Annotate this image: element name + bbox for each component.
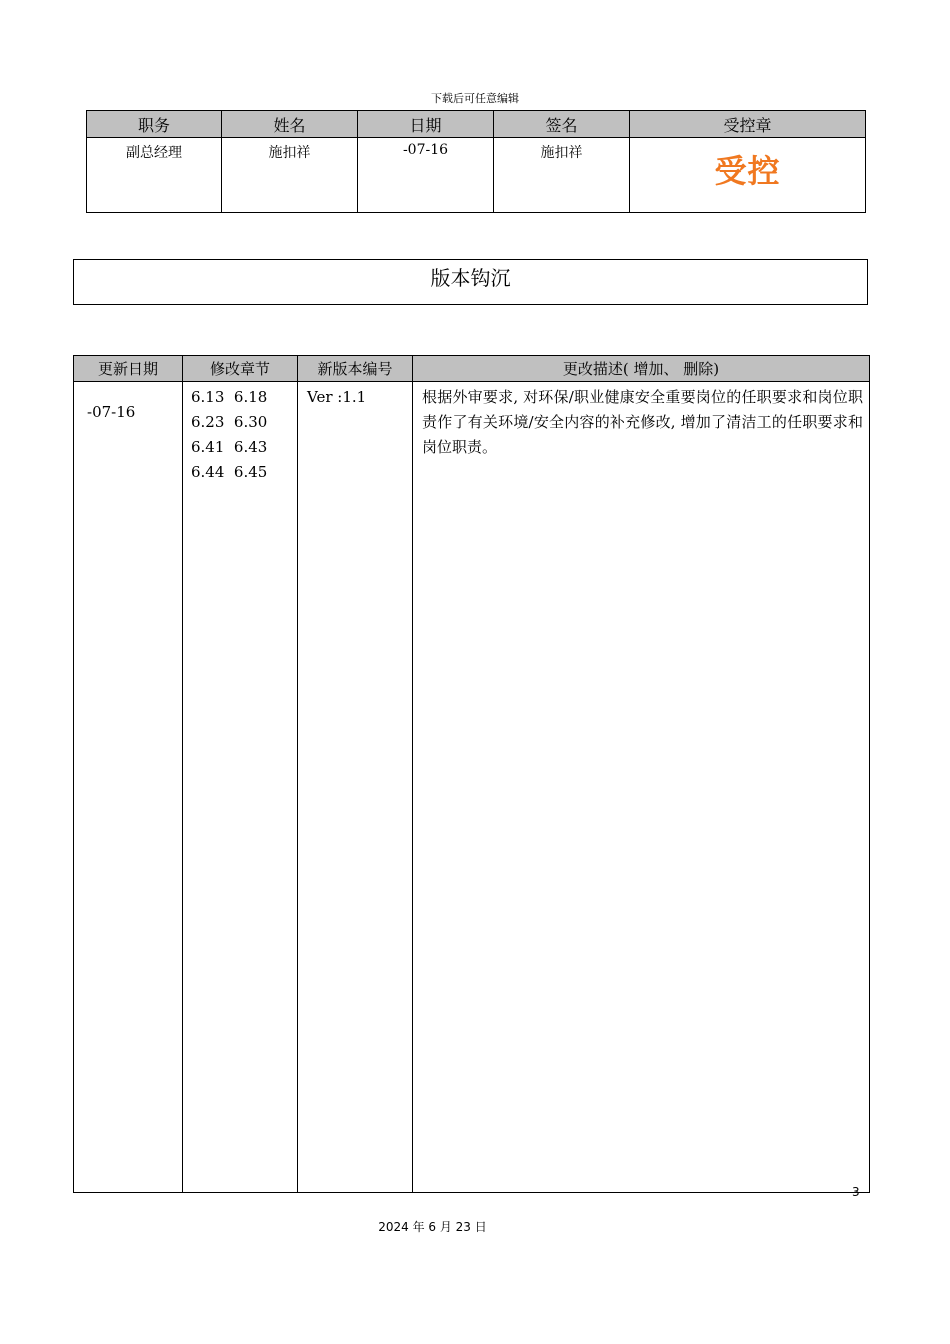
revision-sections xyxy=(183,382,298,1193)
approval-table xyxy=(86,110,866,213)
table-row xyxy=(74,382,870,1193)
revision-version: Ver :1.1 xyxy=(298,382,413,1193)
header-position: 职务 xyxy=(87,111,222,138)
header-modified-sections: 修改章节 xyxy=(183,356,298,382)
section-line: 6.41 6.43 xyxy=(191,438,268,456)
approval-header-row xyxy=(87,111,866,138)
header-new-version: 新版本编号 xyxy=(298,356,413,382)
version-history-title-box xyxy=(73,259,868,305)
revision-date: -07-16 xyxy=(74,382,183,1193)
section-line: 6.13 6.18 xyxy=(191,388,268,406)
controlled-seal: 受控 xyxy=(714,152,781,190)
header-change-description: 更改描述( 增加、 删除) xyxy=(413,356,870,382)
revision-table xyxy=(73,355,870,1193)
header-note: 下载后可任意编辑 xyxy=(431,92,519,105)
footer-date: 2024 年 6 月 23 日 xyxy=(378,1220,487,1234)
approver-name: 施扣祥 xyxy=(222,138,358,213)
approval-row xyxy=(87,138,866,213)
version-history-title: 版本钩沉 xyxy=(430,266,511,290)
approval-date: -07-16 xyxy=(358,138,494,213)
approver-position: 副总经理 xyxy=(87,138,222,213)
revision-header-row xyxy=(74,356,870,382)
section-line: 6.44 6.45 xyxy=(191,463,268,481)
revision-description: 根据外审要求, 对环保/职业健康安全重要岗位的任职要求和岗位职责作了有关环境/安全内容的补充修改, 增加了清洁工的任职要求和岗位职责。 xyxy=(413,382,870,1193)
header-signature: 签名 xyxy=(494,111,630,138)
header-update-date: 更新日期 xyxy=(74,356,183,382)
page-number: 3 xyxy=(852,1185,860,1199)
header-name: 姓名 xyxy=(222,111,358,138)
section-line: 6.23 6.30 xyxy=(191,413,268,431)
header-date: 日期 xyxy=(358,111,494,138)
approver-signature: 施扣祥 xyxy=(494,138,630,213)
seal-cell xyxy=(630,138,866,213)
header-seal: 受控章 xyxy=(630,111,866,138)
